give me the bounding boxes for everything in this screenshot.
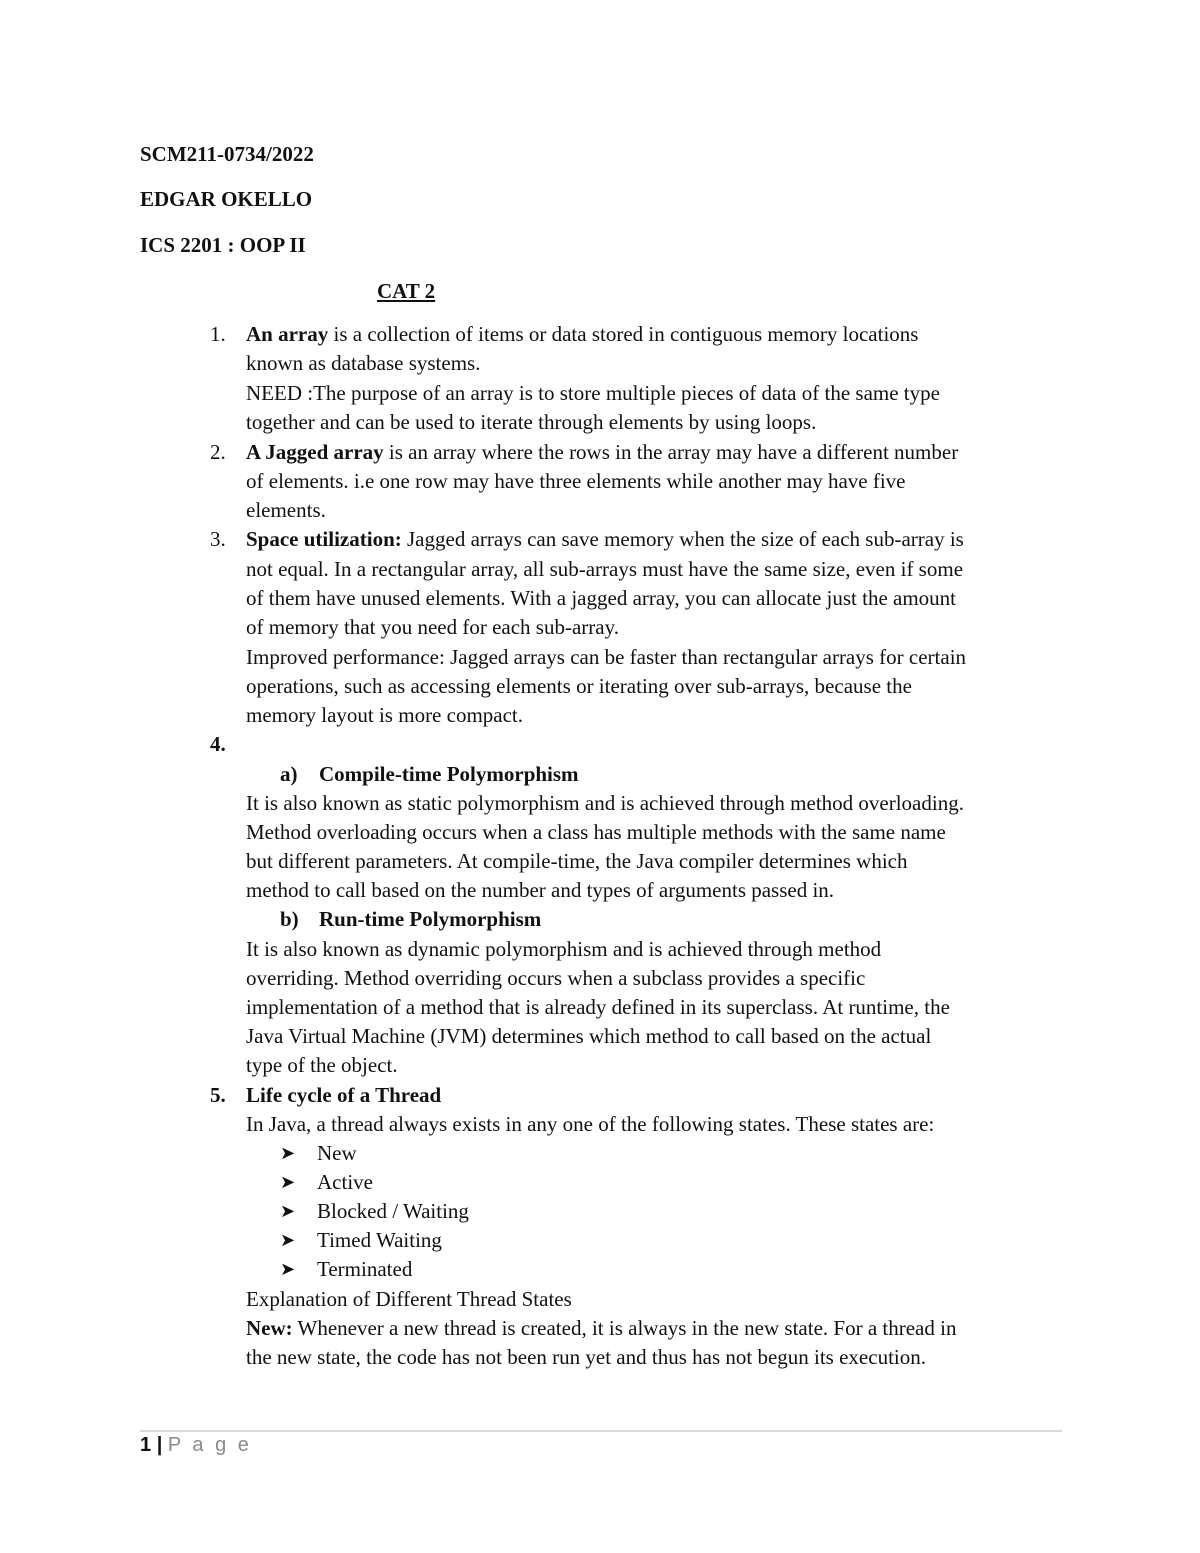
q5-number: 5. xyxy=(210,1083,226,1107)
q5-intro: In Java, a thread always exists in any one of the following states. These states are: xyxy=(246,1112,935,1136)
q4b-line-1: It is also known as dynamic polymorphism and is achieved through method xyxy=(246,937,882,961)
new-state-line-2: the new state, the code has not been run yet and thus has not begun its execution. xyxy=(246,1345,926,1369)
q2-line-1 xyxy=(246,438,958,467)
q4b-line-3: implementation of a method that is already defined in its superclass. At runtime, the xyxy=(246,995,950,1019)
q1-line-1 xyxy=(246,320,918,349)
arrow-bullet-icon: ➤ xyxy=(280,1201,296,1221)
registration-number: SCM211-0734/2022 xyxy=(140,142,314,166)
q4a-line-4: method to call based on the number and types of arguments passed in. xyxy=(246,878,835,902)
q4a-line-1: It is also known as static polymorphism and is achieved through method overloading. xyxy=(246,791,964,815)
q3-line-5: Improved performance: Jagged arrays can be faster than rectangular arrays for certain xyxy=(246,645,967,669)
need-label: NEED : xyxy=(246,381,314,405)
q3-line-6: operations, such as accessing elements or iterating over sub-arrays, because the xyxy=(246,674,912,698)
q3-line-3: of them have unused elements. With a jagged array, you can allocate just the amount xyxy=(246,586,957,610)
q3-number: 3. xyxy=(210,527,226,551)
arrow-bullet-icon: ➤ xyxy=(280,1259,296,1279)
new-state-label: New: xyxy=(246,1316,293,1340)
q4a-label: a) xyxy=(280,762,298,786)
q3-text: Jagged arrays can save memory when the size of each sub-array is xyxy=(401,527,964,551)
q2-number: 2. xyxy=(210,440,226,464)
q4b-line-2: overriding. Method overriding occurs when a subclass provides a specific xyxy=(246,966,866,990)
q2-line-2: of elements. i.e one row may have three elements while another may have five xyxy=(246,469,906,493)
thread-state-item: New xyxy=(317,1141,357,1165)
q3-line-2: not equal. In a rectangular array, all sub-arrays must have the same size, even if some xyxy=(246,557,964,581)
q4b-line-5: type of the object. xyxy=(246,1053,398,1077)
thread-state-item: Terminated xyxy=(317,1257,413,1281)
q2-text: is an array where the rows in the array may have a different number xyxy=(383,440,959,464)
footer-separator: | xyxy=(156,1434,163,1456)
q3-line-1 xyxy=(246,525,964,554)
q1-term: An array xyxy=(246,322,329,346)
q1-number: 1. xyxy=(210,322,226,346)
new-state-text: Whenever a new thread is created, it is always in the new state. For a thread in xyxy=(292,1316,957,1340)
q3-term: Space utilization: xyxy=(246,527,402,551)
q4a-line-3: but different parameters. At compile-time, the Java compiler determines which xyxy=(246,849,908,873)
arrow-bullet-icon: ➤ xyxy=(280,1230,296,1250)
new-state-line-1 xyxy=(246,1314,956,1343)
page-number: 1 xyxy=(140,1434,152,1456)
thread-state-item: Blocked / Waiting xyxy=(317,1199,469,1223)
arrow-bullet-icon: ➤ xyxy=(280,1172,296,1192)
page-footer xyxy=(140,1432,252,1458)
q1-line-2: known as database systems. xyxy=(246,351,481,375)
q4a-title: Compile-time Polymorphism xyxy=(319,762,579,786)
q4b-line-4: Java Virtual Machine (JVM) determines which method to call based on the actual xyxy=(246,1024,932,1048)
q2-term: A Jagged array xyxy=(246,440,384,464)
student-name: EDGAR OKELLO xyxy=(140,187,313,211)
q2-line-3: elements. xyxy=(246,498,326,522)
explanation-heading: Explanation of Different Thread States xyxy=(246,1287,572,1311)
q4-number: 4. xyxy=(210,732,226,756)
course-code: ICS 2201 : OOP II xyxy=(140,233,306,257)
q4b-title: Run-time Polymorphism xyxy=(319,907,542,931)
q1-line-3 xyxy=(246,379,940,408)
q4a-line-2: Method overloading occurs when a class has multiple methods with the same name xyxy=(246,820,946,844)
page-word: P a g e xyxy=(167,1434,252,1456)
arrow-bullet-icon: ➤ xyxy=(280,1143,296,1163)
q4b-label: b) xyxy=(280,907,299,931)
thread-state-item: Active xyxy=(317,1170,373,1194)
q1-text: is a collection of items or data stored in contiguous memory locations xyxy=(328,322,919,346)
q1-line-4: together and can be used to iterate through elements by using loops. xyxy=(246,410,817,434)
thread-state-item: Timed Waiting xyxy=(317,1228,442,1252)
q5-title: Life cycle of a Thread xyxy=(246,1083,442,1107)
q3-line-4: of memory that you need for each sub-array. xyxy=(246,615,619,639)
q3-line-7: memory layout is more compact. xyxy=(246,703,524,727)
footer-divider xyxy=(140,1430,1062,1432)
need-text: The purpose of an array is to store multiple pieces of data of the same type xyxy=(313,381,940,405)
document-title: CAT 2 xyxy=(377,279,436,303)
